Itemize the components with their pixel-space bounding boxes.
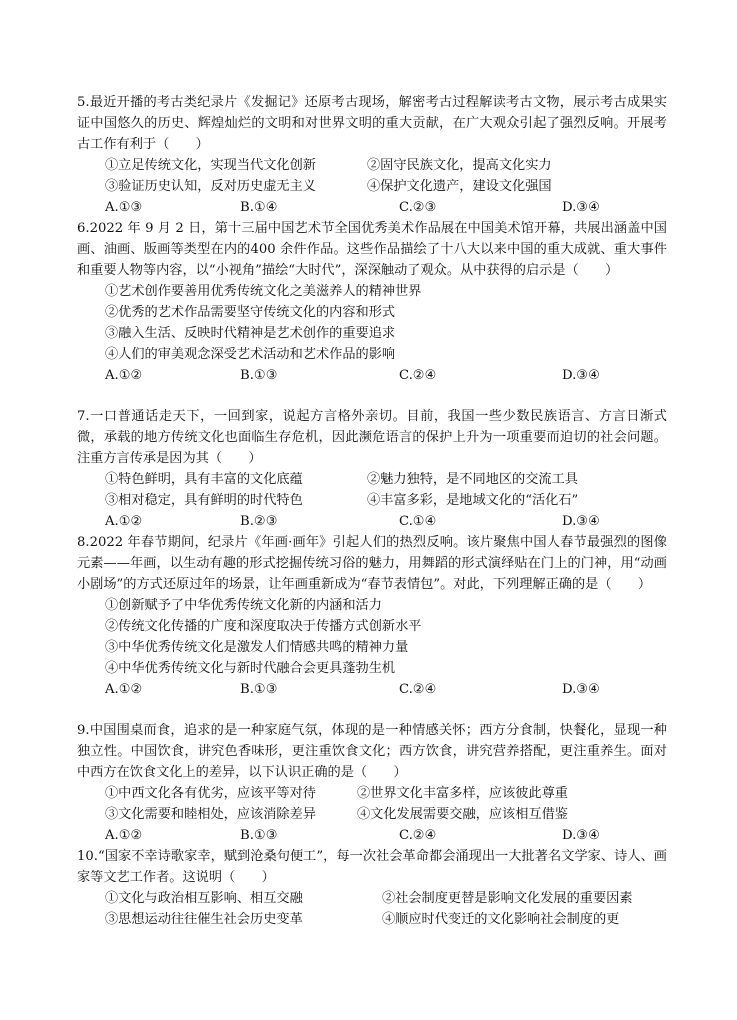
options-row (77, 155, 667, 176)
answers-row (77, 365, 667, 386)
option-4: ④文化发展需要交融，应该相互借鉴 (357, 807, 568, 822)
question-8 (77, 532, 667, 700)
question-stem: 7.一口普通话走天下，一回到家，说起方言格外亲切。目前，我国一些少数民族语言、方言日渐式微，承载的地方传统文化也面临生存危机，因此濒危语言的保护上升为一项重要而迫切的社会问题。注重方言传承是因为其（ ） (77, 409, 667, 466)
options-row (77, 281, 667, 302)
answer-d: D.③④ (562, 200, 600, 215)
options-row (77, 637, 667, 658)
answer-c: C.②④ (399, 368, 437, 383)
answer-b: B.①③ (240, 368, 278, 383)
question-5 (77, 92, 667, 218)
options-row (77, 469, 667, 490)
answer-a: A.①② (105, 368, 143, 383)
options-row (77, 595, 667, 616)
option-3: ③文化需要和睦相处，应该消除差异 (105, 807, 316, 822)
option-4: ④人们的审美观念深受艺术活动和艺术作品的影响 (105, 347, 396, 362)
option-3: ③相对稳定，具有鲜明的时代特色 (105, 493, 303, 508)
question-stem: 5.最近开播的考古类纪录片《发掘记》还原考古现场，解密考古过程解读考古文物，展示考古成果实证中国悠久的历史、辉煌灿烂的文明和对世界文明的重大贡献，在广大观众引起了强烈反响。开展考古工作有利于（ ） (77, 95, 667, 152)
options-row (77, 176, 667, 197)
option-4: ④中华优秀传统文化与新时代融合会更具蓬勃生机 (105, 661, 396, 676)
options-row (77, 490, 667, 511)
answer-a: A.①② (105, 514, 143, 529)
question-stem: 9.中国围桌而食，追求的是一种家庭气氛，体现的是一种情感关怀；西方分食制，快餐化，显现一种独立性。中国饮食，讲究色香味形，更注重饮食文化；西方饮食，讲究营养搭配，更注重养生。面对中西方在饮食文化上的差异，以下认识正确的是（ ） (77, 723, 667, 780)
options-row (77, 783, 667, 804)
option-1: ①文化与政治相互影响、相互交融 (105, 891, 303, 906)
answer-a: A.①② (105, 682, 143, 697)
answer-b: B.①④ (240, 200, 278, 215)
answer-b: B.②③ (240, 514, 278, 529)
options-row (77, 344, 667, 365)
option-3: ③验证历史认知，反对历史虚无主义 (105, 179, 316, 194)
option-1: ①创新赋予了中华优秀传统文化新的内涵和活力 (105, 598, 382, 613)
option-1: ①特色鲜明，具有丰富的文化底蕴 (105, 472, 303, 487)
option-2: ②魅力独特，是不同地区的交流工具 (367, 472, 578, 487)
answer-c: C.②④ (399, 682, 437, 697)
answer-b: B.①③ (240, 682, 278, 697)
option-1: ①艺术创作要善用优秀传统文化之美滋养人的精神世界 (105, 284, 422, 299)
answer-d: D.③④ (562, 682, 600, 697)
option-4: ④保护文化遗产，建设文化强国 (367, 179, 552, 194)
question-7 (77, 406, 667, 532)
answer-a: A.①③ (105, 200, 143, 215)
answer-d: D.③④ (562, 368, 600, 383)
option-1: ①立足传统文化，实现当代文化创新 (105, 158, 316, 173)
answer-d: D.③④ (562, 828, 600, 843)
answers-row (77, 679, 667, 700)
option-4: ④丰富多彩，是地域文化的“活化石” (367, 493, 579, 508)
option-2: ②社会制度更替是影响文化发展的重要因素 (382, 891, 633, 906)
option-3: ③融入生活、反映时代精神是艺术创作的重要追求 (105, 326, 396, 341)
answer-c: C.②③ (399, 200, 437, 215)
option-2: ②世界文化丰富多样，应该彼此尊重 (357, 786, 568, 801)
question-6 (77, 218, 667, 386)
answers-row (77, 825, 667, 846)
option-2: ②优秀的艺术作品需要坚守传统文化的内容和形式 (105, 305, 396, 320)
answer-d: D.③④ (562, 514, 600, 529)
answers-row (77, 197, 667, 218)
options-row (77, 658, 667, 679)
answer-a: A.①② (105, 828, 143, 843)
question-10 (77, 846, 667, 930)
answer-b: B.①③ (240, 828, 278, 843)
options-row (77, 888, 667, 909)
option-3: ③中华优秀传统文化是激发人们情感共鸣的精神力量 (105, 640, 409, 655)
answer-c: C.②④ (399, 828, 437, 843)
options-row (77, 302, 667, 323)
options-row (77, 323, 667, 344)
option-2: ②固守民族文化，提高文化实力 (367, 158, 552, 173)
option-3: ③思想运动往往催生社会历史变革 (105, 912, 303, 927)
option-1: ①中西文化各有优劣，应该平等对待 (105, 786, 316, 801)
options-row (77, 616, 667, 637)
answers-row (77, 511, 667, 532)
options-row (77, 804, 667, 825)
options-row (77, 909, 667, 930)
question-stem: 10.“国家不幸诗歌家幸，赋到沧桑句便工”，每一次社会革命都会涌现出一大批著名文学家、诗人、画家等文艺工作者。这说明（ ） (77, 849, 667, 885)
option-4: ④顺应时代变迁的文化影响社会制度的更 (382, 912, 620, 927)
option-2: ②传统文化传播的广度和深度取决于传播方式创新水平 (105, 619, 422, 634)
answer-c: C.①④ (399, 514, 437, 529)
question-stem: 8.2022 年春节期间，纪录片《年画·画年》引起人们的热烈反响。该片聚焦中国人春节最强烈的图像元素——年画，以生动有趣的形式挖掘传统习俗的魅力，用舞蹈的形式演绎贴在门上的门神，用“动画小剧场”的方式还原过年的场景，让年画重新成为“春节表情包”。对此，下列理解正确的是（ ） (77, 535, 667, 592)
question-9 (77, 720, 667, 846)
question-stem: 6.2022 年 9 月 2 日，第十三届中国艺术节全国优秀美术作品展在中国美术馆开幕，共展出涵盖中国画、油画、版画等类型在内的400 余件作品。这些作品描绘了十八大以来中国的重大成就、重大事件和重要人物等内容，以“小视角”描绘“大时代”，深深触动了观众。从中获得的启示是（ ） (77, 221, 667, 278)
